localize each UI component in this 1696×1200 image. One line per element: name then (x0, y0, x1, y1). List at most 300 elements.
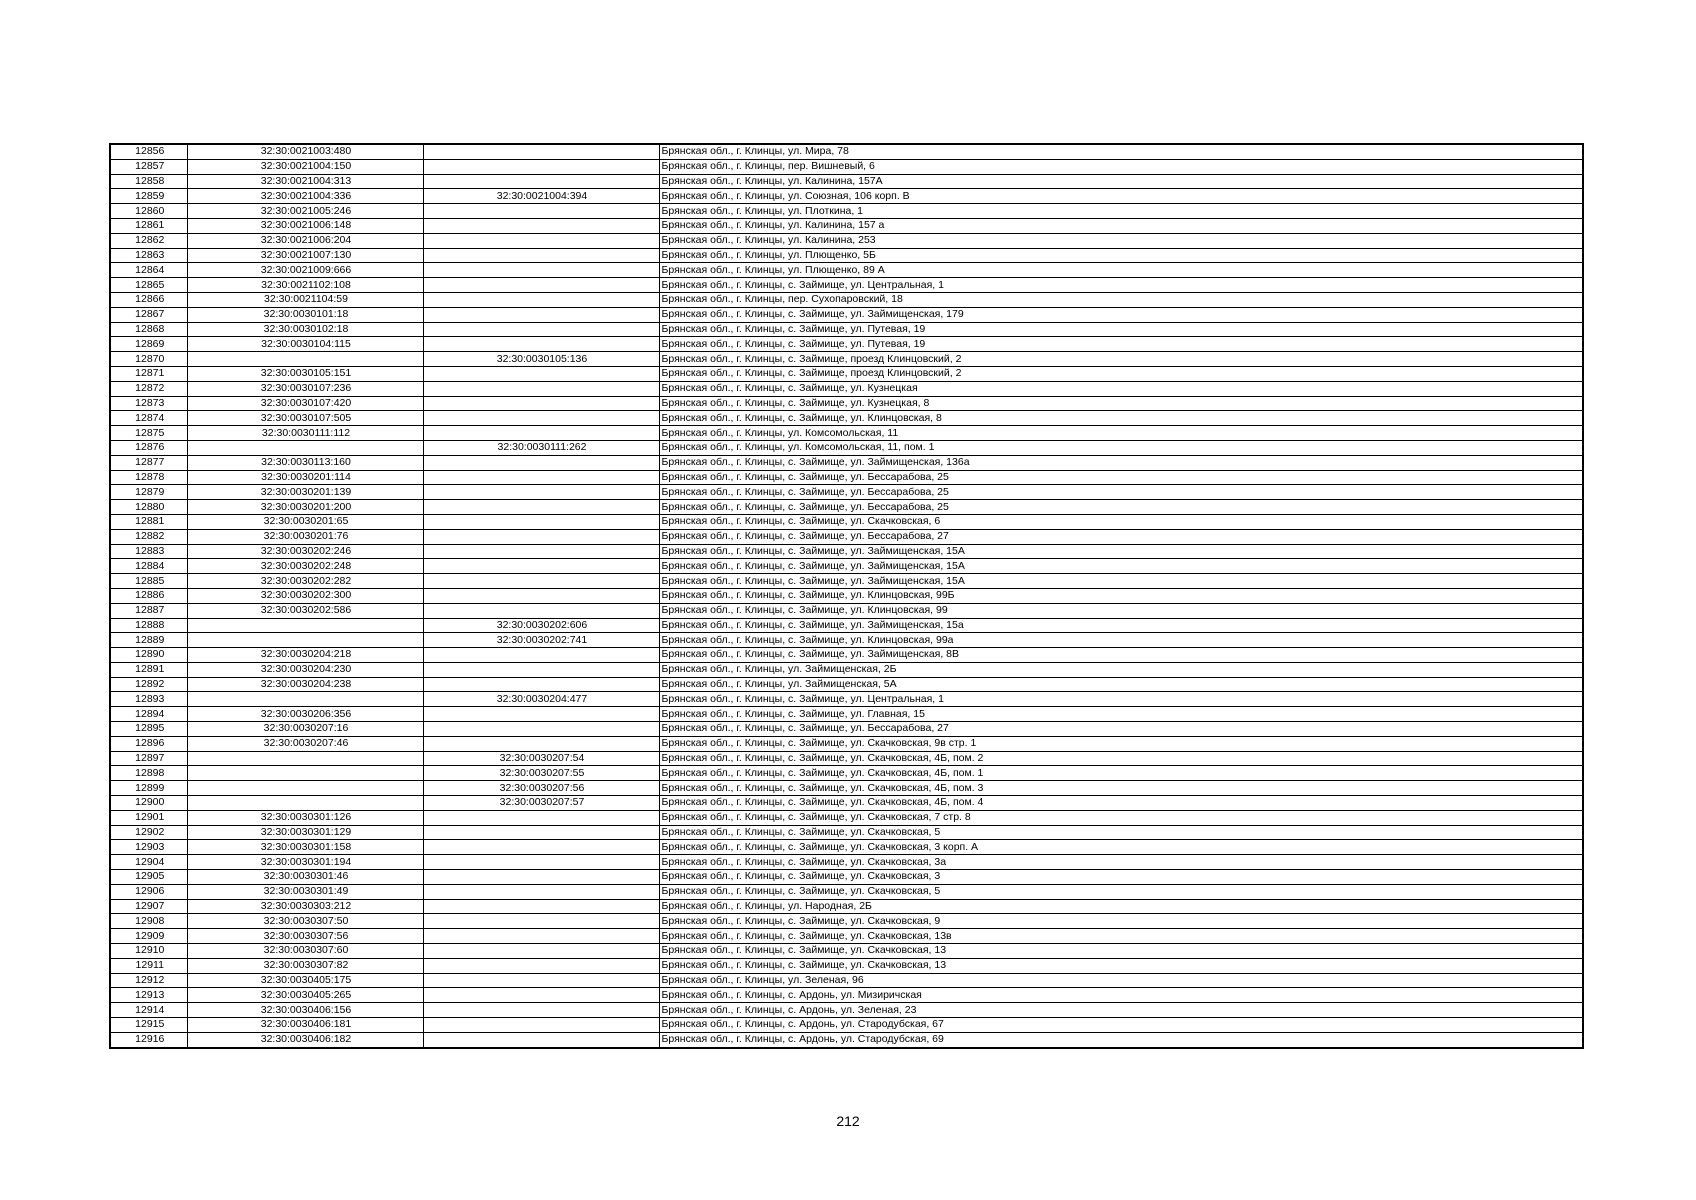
row-number-cell: 12891 (110, 662, 187, 677)
land-cadastral-number-cell: 32:30:0030202:282 (187, 574, 423, 589)
building-cadastral-number-cell (423, 411, 659, 426)
table-row (110, 766, 1583, 781)
building-cadastral-number-cell (423, 677, 659, 692)
table-row (110, 677, 1583, 692)
row-number-cell: 12873 (110, 396, 187, 411)
building-cadastral-number-cell: 32:30:0030207:56 (423, 781, 659, 796)
table-row (110, 633, 1583, 648)
land-cadastral-number-cell: 32:30:0030301:49 (187, 884, 423, 899)
building-cadastral-number-cell: 32:30:0030204:477 (423, 692, 659, 707)
address-cell: Брянская обл., г. Клинцы, ул. Комсомольская, 11 (659, 426, 1583, 441)
land-cadastral-number-cell (187, 766, 423, 781)
table-row (110, 840, 1583, 855)
table-row (110, 307, 1583, 322)
building-cadastral-number-cell (423, 662, 659, 677)
table-row (110, 988, 1583, 1003)
address-cell: Брянская обл., г. Клинцы, с. Займище, ул. Займищенская, 15А (659, 574, 1583, 589)
building-cadastral-number-cell (423, 426, 659, 441)
table-row (110, 248, 1583, 263)
building-cadastral-number-cell (423, 574, 659, 589)
land-cadastral-number-cell (187, 751, 423, 766)
building-cadastral-number-cell (423, 337, 659, 352)
table-row (110, 529, 1583, 544)
row-number-cell: 12893 (110, 692, 187, 707)
table-row (110, 559, 1583, 574)
address-cell: Брянская обл., г. Клинцы, с. Займище, ул. Скачковская, 9в стр. 1 (659, 736, 1583, 751)
building-cadastral-number-cell (423, 914, 659, 929)
row-number-cell: 12901 (110, 810, 187, 825)
address-cell: Брянская обл., г. Клинцы, с. Займище, ул. Скачковская, 6 (659, 514, 1583, 529)
table-row (110, 1003, 1583, 1018)
address-cell: Брянская обл., г. Клинцы, с. Займище, ул. Клинцовская, 8 (659, 411, 1583, 426)
table-row (110, 884, 1583, 899)
building-cadastral-number-cell (423, 1032, 659, 1047)
row-number-cell: 12895 (110, 722, 187, 737)
address-cell: Брянская обл., г. Клинцы, с. Ардонь, ул. Зеленая, 23 (659, 1003, 1583, 1018)
table-row (110, 825, 1583, 840)
table-row (110, 337, 1583, 352)
building-cadastral-number-cell (423, 588, 659, 603)
land-cadastral-number-cell: 32:30:0030307:82 (187, 958, 423, 973)
building-cadastral-number-cell (423, 944, 659, 959)
address-cell: Брянская обл., г. Клинцы, с. Займище, ул. Скачковская, 13в (659, 929, 1583, 944)
building-cadastral-number-cell (423, 204, 659, 219)
registry-table-body (110, 144, 1583, 1048)
address-cell: Брянская обл., г. Клинцы, с. Займище, ул. Путевая, 19 (659, 337, 1583, 352)
row-number-cell: 12861 (110, 218, 187, 233)
address-cell: Брянская обл., г. Клинцы, с. Займище, ул. Путевая, 19 (659, 322, 1583, 337)
row-number-cell: 12866 (110, 292, 187, 307)
table-row (110, 500, 1583, 515)
building-cadastral-number-cell (423, 825, 659, 840)
table-row (110, 352, 1583, 367)
land-cadastral-number-cell: 32:30:0030201:139 (187, 485, 423, 500)
land-cadastral-number-cell: 32:30:0030207:16 (187, 722, 423, 737)
building-cadastral-number-cell (423, 1018, 659, 1033)
row-number-cell: 12905 (110, 870, 187, 885)
land-cadastral-number-cell: 32:30:0030201:76 (187, 529, 423, 544)
table-row (110, 899, 1583, 914)
land-cadastral-number-cell (187, 633, 423, 648)
land-cadastral-number-cell: 32:30:0030104:115 (187, 337, 423, 352)
row-number-cell: 12880 (110, 500, 187, 515)
land-cadastral-number-cell: 32:30:0030204:230 (187, 662, 423, 677)
page-number: 212 (836, 1113, 860, 1129)
building-cadastral-number-cell (423, 870, 659, 885)
address-cell: Брянская обл., г. Клинцы, с. Займище, проезд Клинцовский, 2 (659, 366, 1583, 381)
table-row (110, 662, 1583, 677)
address-cell: Брянская обл., г. Клинцы, с. Займище, ул. Скачковская, 9 (659, 914, 1583, 929)
address-cell: Брянская обл., г. Клинцы, пер. Сухопаровский, 18 (659, 292, 1583, 307)
address-cell: Брянская обл., г. Клинцы, с. Займище, ул. Клинцовская, 99Б (659, 588, 1583, 603)
land-cadastral-number-cell (187, 352, 423, 367)
row-number-cell: 12887 (110, 603, 187, 618)
table-row (110, 189, 1583, 204)
building-cadastral-number-cell (423, 958, 659, 973)
table-row (110, 396, 1583, 411)
row-number-cell: 12882 (110, 529, 187, 544)
address-cell: Брянская обл., г. Клинцы, ул. Народная, 2Б (659, 899, 1583, 914)
building-cadastral-number-cell (423, 248, 659, 263)
row-number-cell: 12916 (110, 1032, 187, 1047)
land-cadastral-number-cell: 32:30:0030406:182 (187, 1032, 423, 1047)
row-number-cell: 12888 (110, 618, 187, 633)
address-cell: Брянская обл., г. Клинцы, ул. Комсомольская, 11, пом. 1 (659, 440, 1583, 455)
address-cell: Брянская обл., г. Клинцы, с. Займище, ул. Скачковская, 4Б, пом. 4 (659, 796, 1583, 811)
land-cadastral-number-cell: 32:30:0030301:158 (187, 840, 423, 855)
table-row (110, 144, 1583, 159)
row-number-cell: 12876 (110, 440, 187, 455)
land-cadastral-number-cell (187, 440, 423, 455)
building-cadastral-number-cell (423, 855, 659, 870)
address-cell: Брянская обл., г. Клинцы, с. Займище, ул. Центральная, 1 (659, 278, 1583, 293)
land-cadastral-number-cell: 32:30:0030301:129 (187, 825, 423, 840)
table-row (110, 292, 1583, 307)
address-cell: Брянская обл., г. Клинцы, ул. Калинина, 157А (659, 174, 1583, 189)
address-cell: Брянская обл., г. Клинцы, с. Займище, ул. Скачковская, 7 стр. 8 (659, 810, 1583, 825)
land-cadastral-number-cell: 32:30:0030405:175 (187, 973, 423, 988)
table-row (110, 1032, 1583, 1047)
land-cadastral-number-cell (187, 796, 423, 811)
land-cadastral-number-cell: 32:30:0021009:666 (187, 263, 423, 278)
table-row (110, 485, 1583, 500)
row-number-cell: 12902 (110, 825, 187, 840)
land-cadastral-number-cell: 32:30:0030204:218 (187, 648, 423, 663)
address-cell: Брянская обл., г. Клинцы, с. Займище, ул. Клинцовская, 99 (659, 603, 1583, 618)
table-row (110, 470, 1583, 485)
land-cadastral-number-cell: 32:30:0030107:505 (187, 411, 423, 426)
address-cell: Брянская обл., г. Клинцы, ул. Зеленая, 96 (659, 973, 1583, 988)
land-cadastral-number-cell: 32:30:0030307:56 (187, 929, 423, 944)
building-cadastral-number-cell (423, 485, 659, 500)
table-row (110, 366, 1583, 381)
building-cadastral-number-cell (423, 736, 659, 751)
address-cell: Брянская обл., г. Клинцы, с. Займище, ул. Скачковская, 4Б, пом. 1 (659, 766, 1583, 781)
address-cell: Брянская обл., г. Клинцы, с. Займище, ул. Бессарабова, 27 (659, 529, 1583, 544)
address-cell: Брянская обл., г. Клинцы, ул. Мира, 78 (659, 144, 1583, 159)
building-cadastral-number-cell: 32:30:0030207:55 (423, 766, 659, 781)
row-number-cell: 12870 (110, 352, 187, 367)
table-row (110, 929, 1583, 944)
building-cadastral-number-cell (423, 929, 659, 944)
row-number-cell: 12903 (110, 840, 187, 855)
address-cell: Брянская обл., г. Клинцы, с. Займище, ул. Скачковская, 5 (659, 825, 1583, 840)
row-number-cell: 12910 (110, 944, 187, 959)
address-cell: Брянская обл., г. Клинцы, с. Ардонь, ул. Мизиричская (659, 988, 1583, 1003)
table-row (110, 973, 1583, 988)
address-cell: Брянская обл., г. Клинцы, с. Займище, ул. Займищенская, 179 (659, 307, 1583, 322)
address-cell: Брянская обл., г. Клинцы, с. Займище, ул. Скачковская, 3 корп. А (659, 840, 1583, 855)
building-cadastral-number-cell (423, 1003, 659, 1018)
address-cell: Брянская обл., г. Клинцы, с. Займище, ул. Скачковская, 4Б, пом. 3 (659, 781, 1583, 796)
building-cadastral-number-cell (423, 559, 659, 574)
table-row (110, 381, 1583, 396)
table-row (110, 707, 1583, 722)
table-row (110, 218, 1583, 233)
table-row (110, 233, 1583, 248)
row-number-cell: 12889 (110, 633, 187, 648)
land-cadastral-number-cell: 32:30:0021006:204 (187, 233, 423, 248)
land-cadastral-number-cell: 32:30:0030406:156 (187, 1003, 423, 1018)
row-number-cell: 12914 (110, 1003, 187, 1018)
row-number-cell: 12911 (110, 958, 187, 973)
row-number-cell: 12896 (110, 736, 187, 751)
row-number-cell: 12874 (110, 411, 187, 426)
land-cadastral-number-cell: 32:30:0030113:160 (187, 455, 423, 470)
row-number-cell: 12869 (110, 337, 187, 352)
land-cadastral-number-cell: 32:30:0030202:248 (187, 559, 423, 574)
row-number-cell: 12915 (110, 1018, 187, 1033)
row-number-cell: 12865 (110, 278, 187, 293)
address-cell: Брянская обл., г. Клинцы, ул. Плющенко, 89 А (659, 263, 1583, 278)
table-row (110, 736, 1583, 751)
land-cadastral-number-cell: 32:30:0030101:18 (187, 307, 423, 322)
registry-table (109, 143, 1584, 1049)
table-row (110, 796, 1583, 811)
table-row (110, 263, 1583, 278)
land-cadastral-number-cell: 32:30:0030207:46 (187, 736, 423, 751)
address-cell: Брянская обл., г. Клинцы, с. Займище, ул. Скачковская, 3а (659, 855, 1583, 870)
building-cadastral-number-cell (423, 322, 659, 337)
building-cadastral-number-cell (423, 603, 659, 618)
building-cadastral-number-cell: 32:30:0030202:741 (423, 633, 659, 648)
building-cadastral-number-cell: 32:30:0021004:394 (423, 189, 659, 204)
building-cadastral-number-cell (423, 263, 659, 278)
building-cadastral-number-cell (423, 292, 659, 307)
row-number-cell: 12892 (110, 677, 187, 692)
row-number-cell: 12897 (110, 751, 187, 766)
address-cell: Брянская обл., г. Клинцы, ул. Калинина, 157 а (659, 218, 1583, 233)
row-number-cell: 12899 (110, 781, 187, 796)
building-cadastral-number-cell (423, 500, 659, 515)
address-cell: Брянская обл., г. Клинцы, с. Займище, ул. Скачковская, 13 (659, 958, 1583, 973)
row-number-cell: 12872 (110, 381, 187, 396)
address-cell: Брянская обл., г. Клинцы, с. Займище, ул. Бессарабова, 25 (659, 470, 1583, 485)
land-cadastral-number-cell: 32:30:0030307:50 (187, 914, 423, 929)
building-cadastral-number-cell (423, 899, 659, 914)
building-cadastral-number-cell (423, 470, 659, 485)
address-cell: Брянская обл., г. Клинцы, ул. Займищенская, 2Б (659, 662, 1583, 677)
row-number-cell: 12868 (110, 322, 187, 337)
address-cell: Брянская обл., г. Клинцы, с. Займище, ул. Займищенская, 8В (659, 648, 1583, 663)
building-cadastral-number-cell (423, 218, 659, 233)
land-cadastral-number-cell: 32:30:0030201:200 (187, 500, 423, 515)
address-cell: Брянская обл., г. Клинцы, с. Займище, ул. Центральная, 1 (659, 692, 1583, 707)
building-cadastral-number-cell (423, 307, 659, 322)
table-row (110, 692, 1583, 707)
table-row (110, 174, 1583, 189)
land-cadastral-number-cell: 32:30:0030301:126 (187, 810, 423, 825)
land-cadastral-number-cell: 32:30:0030303:212 (187, 899, 423, 914)
land-cadastral-number-cell: 32:30:0021004:313 (187, 174, 423, 189)
building-cadastral-number-cell (423, 707, 659, 722)
table-row (110, 514, 1583, 529)
table-row (110, 204, 1583, 219)
land-cadastral-number-cell: 32:30:0021004:150 (187, 159, 423, 174)
table-row (110, 278, 1583, 293)
land-cadastral-number-cell: 32:30:0030206:356 (187, 707, 423, 722)
table-row (110, 781, 1583, 796)
address-cell: Брянская обл., г. Клинцы, с. Ардонь, ул. Стародубская, 67 (659, 1018, 1583, 1033)
row-number-cell: 12907 (110, 899, 187, 914)
row-number-cell: 12906 (110, 884, 187, 899)
table-row (110, 574, 1583, 589)
row-number-cell: 12878 (110, 470, 187, 485)
land-cadastral-number-cell: 32:30:0021004:336 (187, 189, 423, 204)
table-row (110, 440, 1583, 455)
row-number-cell: 12890 (110, 648, 187, 663)
address-cell: Брянская обл., г. Клинцы, с. Займище, ул. Главная, 15 (659, 707, 1583, 722)
land-cadastral-number-cell: 32:30:0030107:236 (187, 381, 423, 396)
building-cadastral-number-cell: 32:30:0030105:136 (423, 352, 659, 367)
building-cadastral-number-cell (423, 396, 659, 411)
address-cell: Брянская обл., г. Клинцы, ул. Плющенко, 5Б (659, 248, 1583, 263)
row-number-cell: 12867 (110, 307, 187, 322)
land-cadastral-number-cell: 32:30:0030301:194 (187, 855, 423, 870)
land-cadastral-number-cell: 32:30:0030406:181 (187, 1018, 423, 1033)
table-row (110, 455, 1583, 470)
address-cell: Брянская обл., г. Клинцы, с. Займище, ул. Скачковская, 3 (659, 870, 1583, 885)
land-cadastral-number-cell: 32:30:0021005:246 (187, 204, 423, 219)
row-number-cell: 12913 (110, 988, 187, 1003)
row-number-cell: 12881 (110, 514, 187, 529)
building-cadastral-number-cell (423, 722, 659, 737)
building-cadastral-number-cell (423, 455, 659, 470)
building-cadastral-number-cell (423, 159, 659, 174)
building-cadastral-number-cell (423, 381, 659, 396)
table-row (110, 618, 1583, 633)
row-number-cell: 12879 (110, 485, 187, 500)
table-row (110, 159, 1583, 174)
building-cadastral-number-cell: 32:30:0030207:57 (423, 796, 659, 811)
building-cadastral-number-cell: 32:30:0030111:262 (423, 440, 659, 455)
row-number-cell: 12894 (110, 707, 187, 722)
table-row (110, 958, 1583, 973)
land-cadastral-number-cell: 32:30:0021007:130 (187, 248, 423, 263)
building-cadastral-number-cell (423, 366, 659, 381)
building-cadastral-number-cell (423, 988, 659, 1003)
row-number-cell: 12858 (110, 174, 187, 189)
address-cell: Брянская обл., г. Клинцы, ул. Калинина, 253 (659, 233, 1583, 248)
building-cadastral-number-cell (423, 840, 659, 855)
row-number-cell: 12883 (110, 544, 187, 559)
row-number-cell: 12862 (110, 233, 187, 248)
address-cell: Брянская обл., г. Клинцы, ул. Плоткина, 1 (659, 204, 1583, 219)
row-number-cell: 12900 (110, 796, 187, 811)
building-cadastral-number-cell: 32:30:0030202:606 (423, 618, 659, 633)
address-cell: Брянская обл., г. Клинцы, ул. Займищенская, 5А (659, 677, 1583, 692)
address-cell: Брянская обл., г. Клинцы, с. Займище, ул. Займищенская, 136а (659, 455, 1583, 470)
land-cadastral-number-cell: 32:30:0030111:112 (187, 426, 423, 441)
row-number-cell: 12871 (110, 366, 187, 381)
table-row (110, 855, 1583, 870)
row-number-cell: 12857 (110, 159, 187, 174)
land-cadastral-number-cell: 32:30:0021104:59 (187, 292, 423, 307)
building-cadastral-number-cell (423, 648, 659, 663)
address-cell: Брянская обл., г. Клинцы, с. Займище, ул. Клинцовская, 99а (659, 633, 1583, 648)
address-cell: Брянская обл., г. Клинцы, с. Займище, ул. Займищенская, 15А (659, 544, 1583, 559)
building-cadastral-number-cell (423, 278, 659, 293)
table-row (110, 426, 1583, 441)
address-cell: Брянская обл., г. Клинцы, с. Займище, ул. Бессарабова, 25 (659, 485, 1583, 500)
land-cadastral-number-cell (187, 692, 423, 707)
land-cadastral-number-cell: 32:30:0030405:265 (187, 988, 423, 1003)
land-cadastral-number-cell: 32:30:0030202:586 (187, 603, 423, 618)
table-row (110, 603, 1583, 618)
row-number-cell: 12886 (110, 588, 187, 603)
address-cell: Брянская обл., г. Клинцы, с. Займище, ул. Займищенская, 15А (659, 559, 1583, 574)
table-row (110, 648, 1583, 663)
building-cadastral-number-cell (423, 529, 659, 544)
table-row (110, 322, 1583, 337)
row-number-cell: 12904 (110, 855, 187, 870)
building-cadastral-number-cell (423, 144, 659, 159)
land-cadastral-number-cell: 32:30:0021003:480 (187, 144, 423, 159)
building-cadastral-number-cell (423, 884, 659, 899)
land-cadastral-number-cell: 32:30:0030105:151 (187, 366, 423, 381)
row-number-cell: 12909 (110, 929, 187, 944)
building-cadastral-number-cell: 32:30:0030207:54 (423, 751, 659, 766)
address-cell: Брянская обл., г. Клинцы, с. Займище, ул. Займищенская, 15а (659, 618, 1583, 633)
building-cadastral-number-cell (423, 810, 659, 825)
address-cell: Брянская обл., г. Клинцы, с. Займище, проезд Клинцовский, 2 (659, 352, 1583, 367)
table-row (110, 1018, 1583, 1033)
address-cell: Брянская обл., г. Клинцы, с. Займище, ул. Кузнецкая, 8 (659, 396, 1583, 411)
row-number-cell: 12898 (110, 766, 187, 781)
row-number-cell: 12877 (110, 455, 187, 470)
address-cell: Брянская обл., г. Клинцы, с. Ардонь, ул. Стародубская, 69 (659, 1032, 1583, 1047)
address-cell: Брянская обл., г. Клинцы, с. Займище, ул. Скачковская, 4Б, пом. 2 (659, 751, 1583, 766)
row-number-cell: 12860 (110, 204, 187, 219)
row-number-cell: 12859 (110, 189, 187, 204)
address-cell: Брянская обл., г. Клинцы, с. Займище, ул. Бессарабова, 25 (659, 500, 1583, 515)
land-cadastral-number-cell: 32:30:0030204:238 (187, 677, 423, 692)
table-row (110, 544, 1583, 559)
land-cadastral-number-cell: 32:30:0030201:114 (187, 470, 423, 485)
land-cadastral-number-cell: 32:30:0030202:300 (187, 588, 423, 603)
land-cadastral-number-cell (187, 781, 423, 796)
row-number-cell: 12908 (110, 914, 187, 929)
address-cell: Брянская обл., г. Клинцы, с. Займище, ул. Скачковская, 5 (659, 884, 1583, 899)
table-row (110, 751, 1583, 766)
land-cadastral-number-cell (187, 618, 423, 633)
land-cadastral-number-cell: 32:30:0030102:18 (187, 322, 423, 337)
land-cadastral-number-cell: 32:30:0030202:246 (187, 544, 423, 559)
row-number-cell: 12912 (110, 973, 187, 988)
building-cadastral-number-cell (423, 233, 659, 248)
address-cell: Брянская обл., г. Клинцы, ул. Союзная, 106 корп. В (659, 189, 1583, 204)
address-cell: Брянская обл., г. Клинцы, с. Займище, ул. Скачковская, 13 (659, 944, 1583, 959)
table-row (110, 722, 1583, 737)
land-cadastral-number-cell: 32:30:0021006:148 (187, 218, 423, 233)
row-number-cell: 12864 (110, 263, 187, 278)
address-cell: Брянская обл., г. Клинцы, пер. Вишневый, 6 (659, 159, 1583, 174)
row-number-cell: 12875 (110, 426, 187, 441)
building-cadastral-number-cell (423, 514, 659, 529)
land-cadastral-number-cell: 32:30:0021102:108 (187, 278, 423, 293)
land-cadastral-number-cell: 32:30:0030201:65 (187, 514, 423, 529)
table-row (110, 870, 1583, 885)
address-cell: Брянская обл., г. Клинцы, с. Займище, ул. Кузнецкая (659, 381, 1583, 396)
land-cadastral-number-cell: 32:30:0030301:46 (187, 870, 423, 885)
table-row (110, 411, 1583, 426)
land-cadastral-number-cell: 32:30:0030307:60 (187, 944, 423, 959)
row-number-cell: 12884 (110, 559, 187, 574)
row-number-cell: 12863 (110, 248, 187, 263)
address-cell: Брянская обл., г. Клинцы, с. Займище, ул. Бессарабова, 27 (659, 722, 1583, 737)
building-cadastral-number-cell (423, 544, 659, 559)
table-row (110, 588, 1583, 603)
